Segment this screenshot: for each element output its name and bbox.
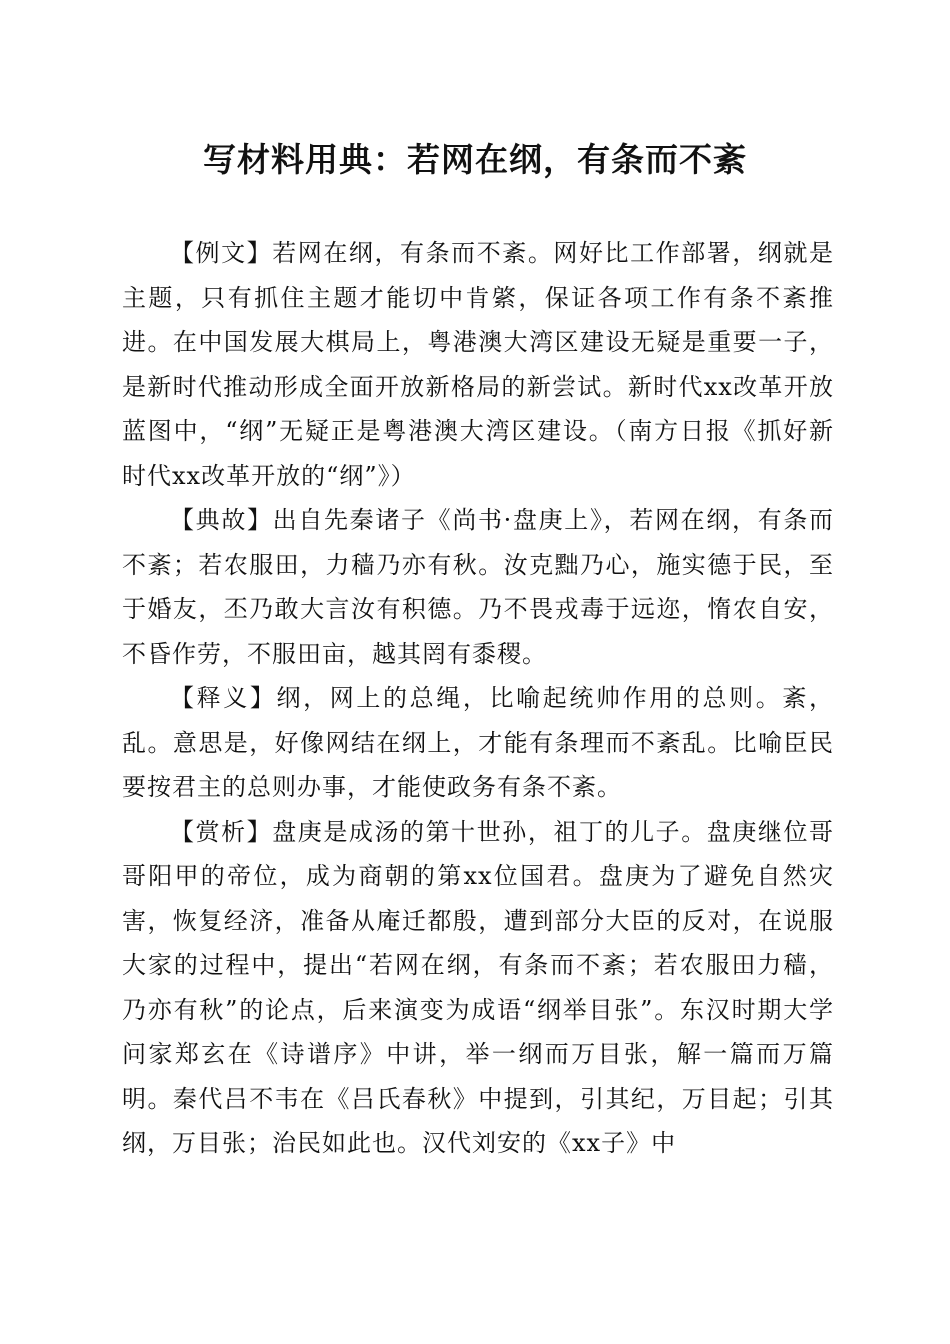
paragraph-appreciation: 【赏析】盘庚是成汤的第十世孙，祖丁的儿子。盘庚继位哥哥阳甲的帝位，成为商朝的第xx位国君。盘庚为了避免自然灾害，恢复经济，准备从庵迁都殷，遭到部分大臣的反对，在说服大家的过程中，提出“若网在纲，有条而不紊；若农服田力穑，乃亦有秋”的论点，后来演变为成语“纲举目张”。东汉时期大学问家郑玄在《诗谱序》中讲，举一纲而万目张，解一篇而万篇明。秦代吕不韦在《吕氏春秋》中提到，引其纪，万目起；引其纲，万目张；治民如此也。汉代刘安的《xx子》中 [122, 817, 834, 1157]
paragraph-allusion: 【典故】出自先秦诸子《尚书·盘庚上》，若网在纲，有条而不紊；若农服田，力穑乃亦有秋。汝克黜乃心，施实德于民，至于婚友，丕乃敢大言汝有积德。乃不畏戎毒于远迩，惰农自安，不昏作劳，不服田亩，越其罔有黍稷。 [122, 506, 834, 668]
document-title: 写材料用典：若网在纲，有条而不紊 [203, 140, 747, 179]
document-body [122, 231, 834, 1166]
paragraph-example: 【例文】若网在纲，有条而不紊。网好比工作部署，纲就是主题，只有抓住主题才能切中肯綮，保证各项工作有条不紊推进。在中国发展大棋局上，粤港澳大湾区建设无疑是重要一子，是新时代推动形成全面开放新格局的新尝试。新时代xx改革开放蓝图中，“纲”无疑正是粤港澳大湾区建设。（南方日报《抓好新时代xx改革开放的“纲”》） [122, 239, 834, 490]
paragraph-explanation: 【释义】纲，网上的总绳，比喻起统帅作用的总则。紊，乱。意思是，好像网结在纲上，才能有条理而不紊乱。比喻臣民要按君主的总则办事，才能使政务有条不紊。 [122, 684, 834, 801]
